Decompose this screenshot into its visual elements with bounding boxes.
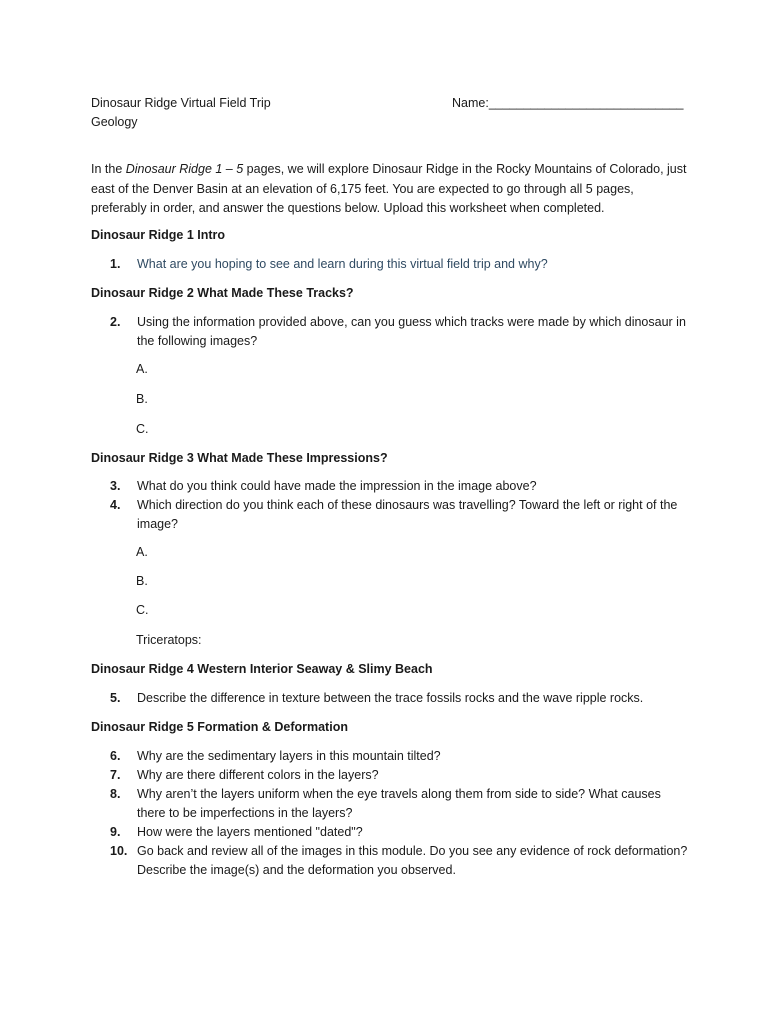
question-6: 6. Why are the sedimentary layers in this mountain tilted?	[110, 749, 441, 763]
question-7: 7. Why are there different colors in the layers?	[110, 768, 379, 782]
answer-label-4c: C.	[136, 603, 149, 617]
question-3: 3. What do you think could have made the impression in the image above?	[110, 479, 537, 493]
answer-label-2c: C.	[136, 422, 149, 436]
header-left	[91, 94, 271, 132]
section-heading-2: Dinosaur Ridge 2 What Made These Tracks?	[91, 286, 354, 300]
answer-label-4b: B.	[136, 574, 148, 588]
question-9: 9. How were the layers mentioned "dated"?	[110, 825, 363, 839]
question-2: 2. Using the information provided above, can you guess which tracks were made by which dinosaur in the following images?	[110, 315, 686, 348]
answer-label-triceratops: Triceratops:	[136, 633, 202, 647]
section-heading-5: Dinosaur Ridge 5 Formation & Deformation	[91, 720, 348, 734]
question-10: 10. Go back and review all of the images in this module. Do you see any evidence of rock deformation? Describe the image(s) and the deformation you observed.	[110, 844, 688, 877]
intro-paragraph: In the Dinosaur Ridge 1 – 5 pages, we will explore Dinosaur Ridge in the Rocky Mountains of Colorado, just east of the Denver Basin at an elevation of 6,175 feet. You are expected to go through all 5 pages, preferably in order, and answer the questions below. Upload this worksheet when completed.	[91, 162, 687, 215]
answer-label-2b: B.	[136, 392, 148, 406]
question-5: 5. Describe the difference in texture between the trace fossils rocks and the wave ripple rocks.	[110, 691, 644, 705]
question-1: 1. What are you hoping to see and learn during this virtual field trip and why?	[110, 257, 548, 271]
section-heading-1: Dinosaur Ridge 1 Intro	[91, 228, 226, 242]
answer-label-2a: A.	[136, 362, 148, 376]
question-8: 8. Why aren’t the layers uniform when the eye travels along them from side to side? What causes there to be imperfections in the layers?	[110, 787, 661, 820]
intro-pages-ref: Dinosaur Ridge 1 – 5	[125, 162, 244, 176]
question-4: 4. Which direction do you think each of these dinosaurs was travelling? Toward the left or right of the image?	[110, 498, 678, 531]
section-heading-3: Dinosaur Ridge 3 What Made These Impressions?	[91, 451, 388, 465]
worksheet-title: Dinosaur Ridge Virtual Field Trip	[91, 96, 271, 110]
name-field-label: Name:____________________________	[452, 96, 684, 110]
worksheet-subject: Geology	[91, 115, 138, 129]
answer-label-4a: A.	[136, 545, 148, 559]
section-heading-4: Dinosaur Ridge 4 Western Interior Seaway & Slimy Beach	[91, 662, 433, 676]
